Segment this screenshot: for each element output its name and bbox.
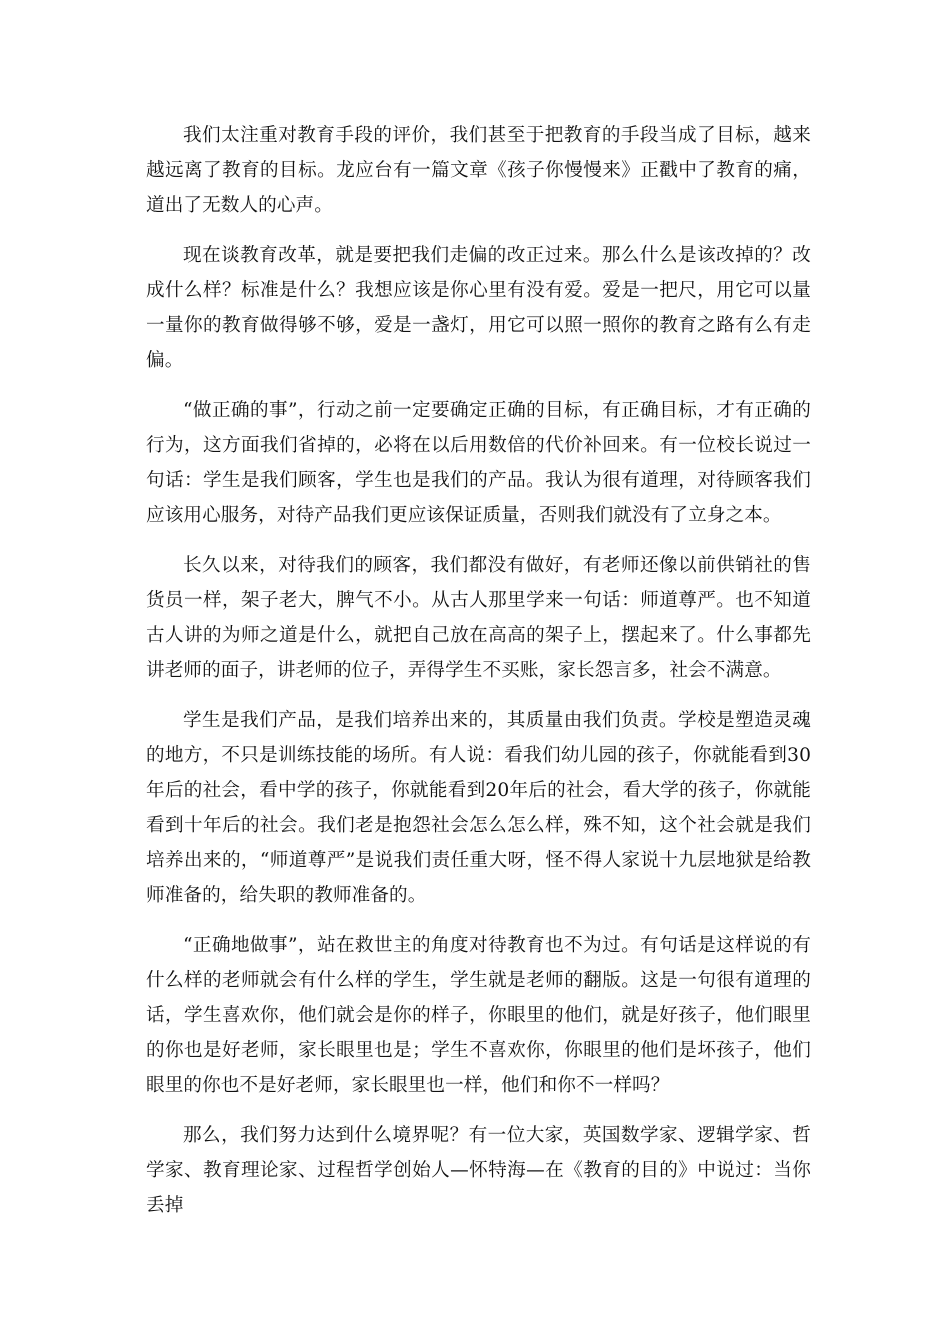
paragraph: 现在谈教育改革，就是要把我们走偏的改正过来。那么什么是该改掉的？改成什么样？标准是什么？我想应该是你心里有没有爱。爱是一把尺，用它可以量一量你的教育做得够不够，爱是一盏灯，用它可以照一照你的教育之路有么有走偏。 — [146, 245, 811, 371]
paragraph: 我们太注重对教育手段的评价，我们甚至于把教育的手段当成了目标，越来越远离了教育的目标。龙应台有一篇文章《孩子你慢慢来》正戳中了教育的痛，道出了无数人的心声。 — [146, 125, 811, 216]
paragraph: 那么，我们努力达到什么境界呢？有一位大家，英国数学家、逻辑学家、哲学家、教育理论家、过程哲学创始人—怀特海—在《教育的目的》中说过：当你丢掉 — [146, 1125, 811, 1216]
paragraph: 长久以来，对待我们的顾客，我们都没有做好，有老师还像以前供销社的售货员一样，架子老大，脾气不小。从古人那里学来一句话：师道尊严。也不知道古人讲的为师之道是什么，就把自己放在高高的架子上，摆起来了。什么事都先讲老师的面子，讲老师的位子，弄得学生不买账，家长怨言多，社会不满意。 — [146, 555, 811, 681]
document-body — [146, 118, 811, 1238]
paragraph: “做正确的事”，行动之前一定要确定正确的目标，有正确目标，才有正确的行为，这方面我们省掉的，必将在以后用数倍的代价补回来。有一位校长说过一句话：学生是我们顾客，学生也是我们的产品。我认为很有道理，对待顾客我们应该用心服务，对待产品我们更应该保证质量，否则我们就没有了立身之本。 — [146, 400, 811, 526]
paragraph: 学生是我们产品，是我们培养出来的，其质量由我们负责。学校是塑造灵魂的地方，不只是训练技能的场所。有人说：看我们幼儿园的孩子，你就能看到30年后的社会，看中学的孩子，你就能看到20年后的社会，看大学的孩子，你就能看到十年后的社会。我们老是抱怨社会怎么怎么样，殊不知，这个社会就是我们培养出来的，“师道尊严”是说我们责任重大呀，怪不得人家说十九层地狱是给教师准备的，给失职的教师准备的。 — [146, 710, 811, 906]
paragraph: “正确地做事”，站在救世主的角度对待教育也不为过。有句话是这样说的有什么样的老师就会有什么样的学生，学生就是老师的翻版。这是一句很有道理的话，学生喜欢你，他们就会是你的样子，你眼里的他们，就是好孩子，他们眼里的你也是好老师，家长眼里也是；学生不喜欢你，你眼里的他们是坏孩子，他们眼里的你也不是好老师，家长眼里也一样，他们和你不一样吗？ — [146, 935, 811, 1096]
